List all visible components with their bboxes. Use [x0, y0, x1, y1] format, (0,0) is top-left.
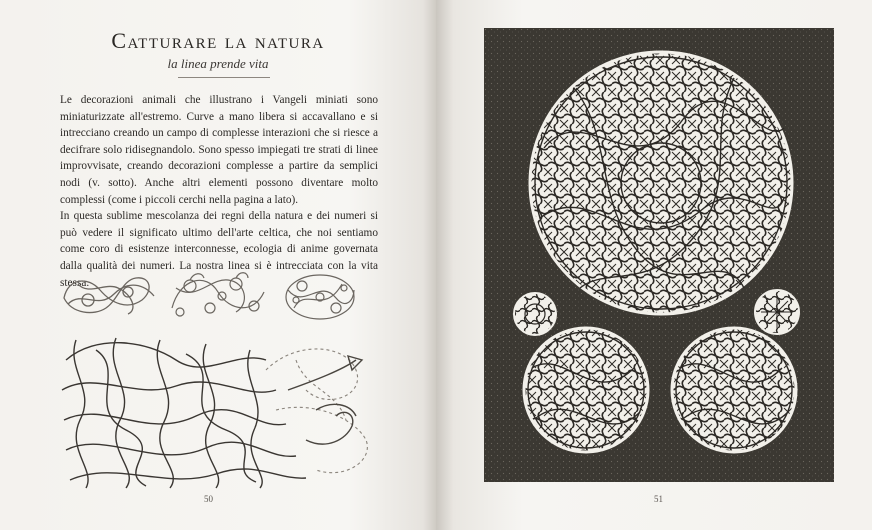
paragraph-1: Le decorazioni animali che illustrano i Vangeli miniati sono miniaturizzate all'estremo. Curve a mano libera si accavallano e si intrecciano creando un campo di complesse interazioni che si riesce a decifrare solo ridisegnandolo. Sono spesso impiegati tre strati di linee improvvisate, creando decorazioni complesse a partire da semplici nodi (v. sotto). Anche altri elementi possono diventare molto complessi (come i piccoli cerchi nella pagina a lato).: [60, 94, 378, 206]
title-rule: [178, 77, 270, 78]
page-subtitle: la linea prende vita: [167, 56, 269, 71]
page-number-left: 50: [204, 494, 213, 504]
medium-medallion-left: [524, 328, 648, 452]
celtic-plate: [484, 28, 834, 482]
knot-sketch-3: [280, 270, 360, 324]
knot-sketch-2: [166, 268, 270, 322]
page-title: Catturare la natura: [111, 28, 325, 53]
medium-medallion-right: [672, 328, 796, 452]
body-text: [60, 92, 378, 291]
page-number-right: 51: [654, 494, 663, 504]
large-medallion: [530, 52, 792, 314]
small-medallion-right: [755, 290, 799, 334]
knot-sketch-1: [58, 270, 160, 320]
right-page: [436, 0, 872, 530]
small-medallion-left: [514, 293, 556, 335]
large-interlace-drawing: [56, 330, 378, 492]
paragraph-2: In questa sublime mescolanza dei regni della natura e dei numeri si può vedere il significato ultimo dell'arte celtica, che noi sentiamo come coro di esistenze interconnesse, ecologia di anime governata dalla qualità dei numeri. La nostra linea si è intrecciata con la vita stessa.: [60, 210, 378, 289]
